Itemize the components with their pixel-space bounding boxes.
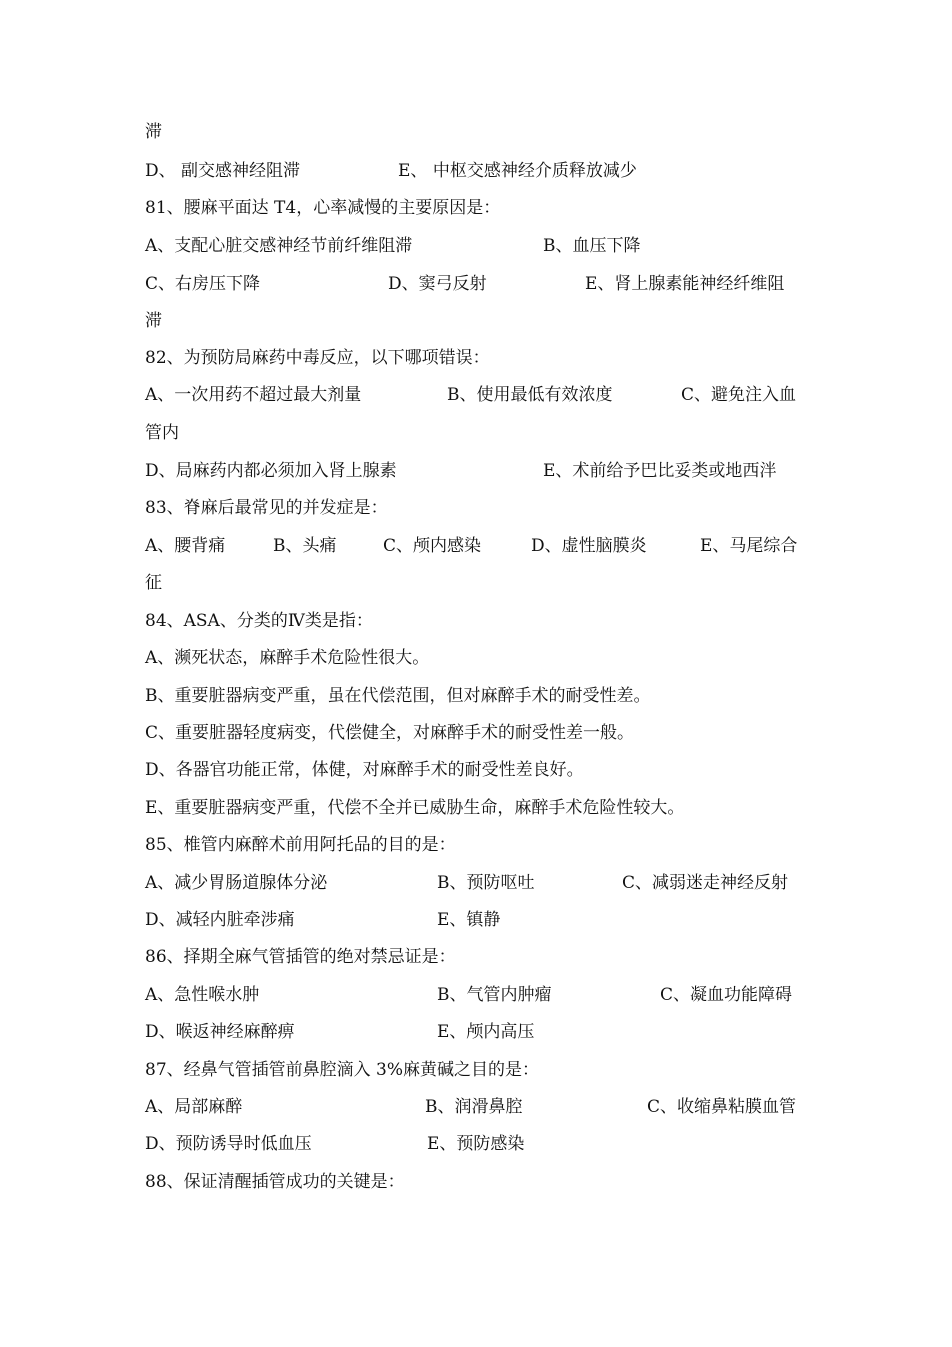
question-88 [145, 1164, 815, 1200]
option-a: A、支配心脏交感神经节前纤维阻滞 [145, 236, 413, 256]
question-text: 86、择期全麻气管插管的绝对禁忌证是： [145, 947, 456, 967]
option-d: D、 副交感神经阻滞 [145, 161, 301, 181]
option-a: A、急性喉水肿 [145, 985, 260, 1005]
question-81 [145, 190, 815, 226]
option-c: C、避免注入血 [681, 385, 797, 405]
options-line-q81-2 [145, 266, 815, 302]
option-line-q84-c [145, 715, 815, 751]
option-e: E、重要脏器病变严重，代偿不全并已威胁生命，麻醉手术危险性较大。 [145, 798, 685, 818]
text-line [145, 303, 815, 339]
option-b: B、润滑鼻腔 [425, 1097, 523, 1117]
option-line-q84-a [145, 640, 815, 676]
option-c: C、颅内感染 [383, 536, 482, 556]
options-line-q85-1 [145, 865, 815, 901]
option-b: B、气管内肿瘤 [437, 985, 552, 1005]
options-line-q87-1 [145, 1089, 815, 1125]
option-a: A、减少胃肠道腺体分泌 [145, 873, 328, 893]
option-line-q84-d [145, 752, 815, 788]
question-text: 88、保证清醒插管成功的关键是： [145, 1172, 405, 1192]
option-b: B、预防呕吐 [437, 873, 535, 893]
option-a: A、腰背痛 [145, 536, 226, 556]
question-82 [145, 340, 815, 376]
option-a: A、局部麻醉 [145, 1097, 243, 1117]
question-86 [145, 939, 815, 975]
options-line-q82-2 [145, 453, 815, 489]
option-e: E、镇静 [437, 910, 501, 930]
option-a: A、一次用药不超过最大剂量 [145, 385, 362, 405]
option-d: D、预防诱导时低血压 [145, 1134, 312, 1154]
options-line-q86-1 [145, 977, 815, 1013]
text-line [145, 114, 815, 150]
option-c: C、右房压下降 [145, 274, 261, 294]
question-text: 81、腰麻平面达 T4，心率减慢的主要原因是： [145, 198, 501, 218]
option-line-q84-e [145, 790, 815, 826]
option-b: B、血压下降 [543, 236, 641, 256]
question-text: 85、椎管内麻醉术前用阿托品的目的是： [145, 835, 456, 855]
option-e: E、预防感染 [427, 1134, 525, 1154]
option-e: E、 中枢交感神经介质释放减少 [398, 161, 637, 181]
continuation-text: 滞 [145, 311, 162, 331]
question-text: 83、脊麻后最常见的并发症是： [145, 498, 388, 518]
continuation-text: 滞 [145, 122, 162, 142]
question-text: 87、经鼻气管插管前鼻腔滴入 3%麻黄碱之目的是： [145, 1060, 540, 1080]
option-e: E、颅内高压 [437, 1022, 535, 1042]
continuation-text: 征 [145, 573, 162, 593]
option-d: D、虚性脑膜炎 [531, 536, 647, 556]
options-line-q85-2 [145, 902, 815, 938]
option-d: D、窦弓反射 [388, 274, 487, 294]
text-line [145, 565, 815, 601]
option-e: E、术前给予巴比妥类或地西泮 [543, 461, 777, 481]
question-83 [145, 490, 815, 526]
option-e: E、肾上腺素能神经纤维阻 [585, 274, 785, 294]
options-line-q87-2 [145, 1126, 815, 1162]
options-line-q80 [145, 153, 815, 189]
question-84 [145, 603, 815, 639]
option-c: C、重要脏器轻度病变，代偿健全，对麻醉手术的耐受性差一般。 [145, 723, 635, 743]
option-e: E、马尾综合 [700, 536, 798, 556]
question-text: 84、ASA、分类的Ⅳ类是指： [145, 611, 373, 631]
options-line-q81-1 [145, 228, 815, 264]
question-87 [145, 1052, 815, 1088]
options-line-q82-1 [145, 377, 815, 413]
option-b: B、使用最低有效浓度 [447, 385, 613, 405]
option-d: D、各器官功能正常，体健，对麻醉手术的耐受性差良好。 [145, 760, 584, 780]
option-c: C、凝血功能障碍 [660, 985, 793, 1005]
option-d: D、局麻药内都必须加入肾上腺素 [145, 461, 397, 481]
option-b: B、头痛 [273, 536, 337, 556]
option-line-q84-b [145, 678, 815, 714]
text-line [145, 415, 815, 451]
options-line-q86-2 [145, 1014, 815, 1050]
option-d: D、喉返神经麻醉痹 [145, 1022, 295, 1042]
options-line-q83 [145, 528, 815, 564]
option-a: A、濒死状态，麻醉手术危险性很大。 [145, 648, 430, 668]
option-c: C、收缩鼻粘膜血管 [647, 1097, 797, 1117]
option-b: B、重要脏器病变严重，虽在代偿范围，但对麻醉手术的耐受性差。 [145, 686, 651, 706]
option-d: D、减轻内脏牵涉痛 [145, 910, 295, 930]
question-text: 82、为预防局麻药中毒反应，以下哪项错误： [145, 348, 490, 368]
option-c: C、减弱迷走神经反射 [622, 873, 789, 893]
continuation-text: 管内 [145, 423, 179, 443]
question-85 [145, 827, 815, 863]
